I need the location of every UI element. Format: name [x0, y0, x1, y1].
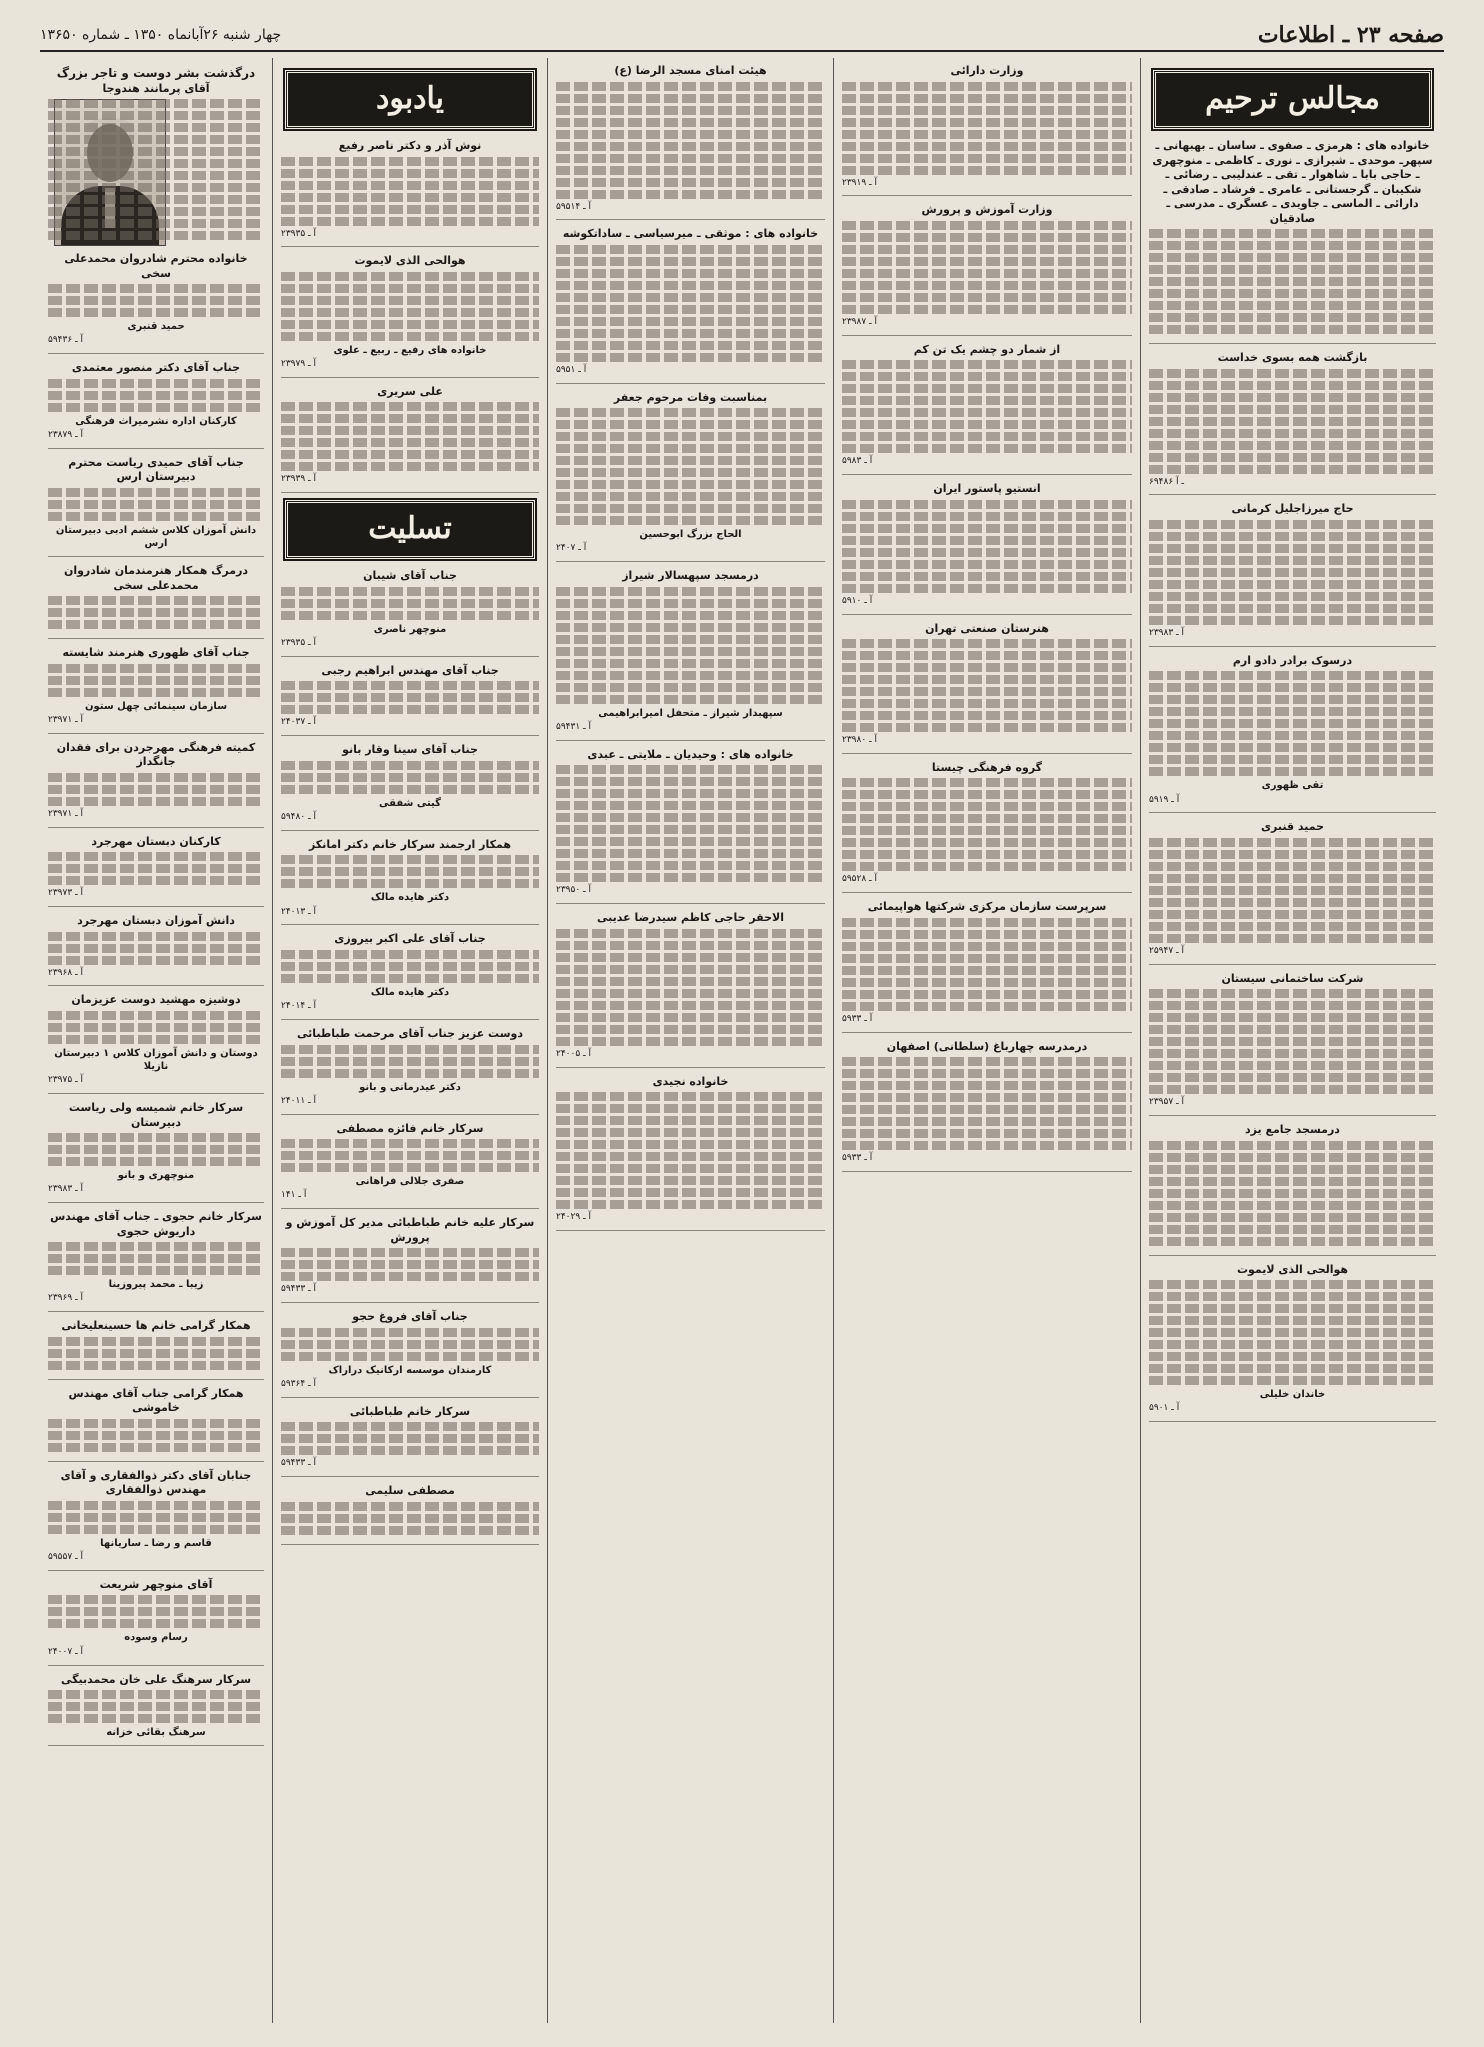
notice	[842, 482, 1132, 614]
notice	[842, 343, 1132, 475]
notice-code: آ ـ ۵۹۰۱	[1149, 1403, 1180, 1414]
notice-code: آ ـ ۵۹۴۳۶	[48, 335, 84, 346]
notice-signature: رسام وسوده	[124, 1632, 188, 1644]
notice-code: آ ـ ۲۴۰۰۵	[556, 1048, 592, 1059]
notice-body-text	[556, 1092, 825, 1209]
notice-body-text	[48, 1690, 264, 1723]
notice-heading: بازگشت همه بسوی خداست	[1217, 351, 1368, 365]
notice	[48, 252, 264, 354]
notice-heading: درمدرسه چهارباغ (سلطانی) اصفهان	[886, 1039, 1088, 1053]
notice-body-text	[1149, 671, 1436, 776]
notice	[281, 743, 539, 831]
notice-heading: درسوک برادر دادو ارم	[1232, 653, 1353, 667]
notice-body-text	[1149, 369, 1436, 474]
notice	[48, 361, 264, 449]
notice-code: آ ـ ۵۹۴۳۳	[281, 1458, 317, 1469]
notice-body-text	[281, 1328, 539, 1361]
notice	[48, 646, 264, 734]
notice-body-text	[48, 596, 264, 629]
notice-code: آ ـ ۲۳۹۳۵	[281, 638, 317, 649]
obituary-subtitle: آقای پرمانند هندوجا	[102, 82, 210, 95]
notice-body-text	[842, 1057, 1132, 1150]
notice-code: آ ـ ۲۳۹۳۵	[281, 228, 317, 239]
notice-heading: کمیته فرهنگی مهرجردن برای فقدان جانگداز	[56, 740, 256, 769]
notice-code: آ ـ ۵۹۳۶۴	[281, 1378, 317, 1389]
notice-body-text	[48, 379, 264, 412]
column-majles-tarhim	[1140, 58, 1444, 2023]
notice-code: آ ـ ۲۴۰۱۱	[281, 1095, 317, 1106]
notice-body-text	[48, 1133, 264, 1166]
notice-code: آ ـ ۲۳۹۷۵	[48, 1075, 84, 1086]
notice-heading: خانواده های : وحیدیان ـ ملایتی ـ عبدی	[587, 747, 794, 761]
notice	[556, 569, 825, 741]
notice	[1149, 1263, 1436, 1423]
notice	[842, 203, 1132, 335]
notice	[842, 1040, 1132, 1172]
notice-heading: جناب آقای سینا وقار بانو	[342, 743, 478, 757]
tasliyat-notices	[281, 569, 539, 1544]
notice-body-text	[842, 918, 1132, 1011]
notice-code: آ ـ ۵۹۵۲۸	[842, 874, 878, 885]
column-yadbud-tasliyat	[272, 58, 547, 2023]
majles-notices	[1149, 139, 1436, 1422]
notice-code: آ ـ ۲۳۹۵۰	[556, 885, 592, 896]
column-obituary	[40, 58, 272, 2023]
notice	[281, 1405, 539, 1477]
notice-heading: همکار گرامی خانم ها حسینعلیخانی	[61, 1319, 251, 1333]
notice-heading: سرکار خانم حجوی ـ جناب آقای مهندس داریوش حجوی	[50, 1210, 262, 1238]
notice-signature: قاسم و رضا ـ ساریانها	[100, 1537, 212, 1549]
notice	[1149, 502, 1436, 646]
notice-heading: علی سریری	[377, 384, 443, 398]
notice-signature: کارمندان موسسه ارکانیک دراراک	[328, 1364, 492, 1376]
notice-body-text	[842, 221, 1132, 314]
notice-body-text	[48, 488, 264, 521]
notice-heading: درمرگ همکار هنرمندمان شادروان محمدعلی سخی	[63, 564, 249, 592]
notice-heading: جناب آقای حمیدی ریاست محترم دبیرستان ارس	[68, 455, 244, 484]
notice	[48, 1387, 264, 1462]
notice	[281, 838, 539, 926]
notice-code: آ ـ ۱۴۱	[281, 1190, 307, 1201]
notice	[48, 1469, 264, 1571]
notice-heading: هنرستان صنعتی تهران	[925, 621, 1049, 635]
notice	[842, 900, 1132, 1032]
notice-heading: سرکار خانم فائزه مصطفی	[336, 1121, 484, 1135]
notice-heading: سرکار خانم طباطبائی	[349, 1404, 471, 1418]
notice	[48, 835, 264, 907]
yadbud-notices	[281, 139, 539, 493]
notice-heading: وزارت آموزش و پرورش	[921, 203, 1053, 217]
notice-heading: آقای منوچهر شریعت	[99, 1577, 213, 1591]
banner-tasliyat: تسلیت	[285, 500, 535, 559]
notice-code: آ ـ ۵۹۱۹	[1149, 794, 1180, 805]
notice-heading: جناب آقای دکتر منصور معتمدی	[71, 361, 241, 375]
notice-body-text	[556, 82, 825, 199]
issue-date-line: چهار شنبه ۲۶آبانماه ۱۳۵۰ ـ شماره ۱۳۶۵۰	[40, 27, 282, 43]
notice-body-text	[48, 1337, 264, 1370]
notice-body-text	[556, 245, 825, 362]
notice-signature: دوستان و دانش آموزان کلاس ۱ دبیرستان نازیلا	[54, 1047, 258, 1073]
notice	[1149, 1123, 1436, 1256]
notice-body-text	[1149, 838, 1436, 943]
notice-body-text	[281, 402, 539, 471]
notice-body-text	[48, 1011, 264, 1044]
notice	[842, 64, 1132, 196]
notice-code: ۶۹۴۸۶ ـ آ	[1149, 476, 1185, 487]
notice-code: آ ـ ۲۳۸۷۹	[48, 429, 84, 440]
notice-body-text	[281, 157, 539, 226]
notice-body-text	[842, 360, 1132, 453]
notice-signature: سازمان سینمائی چهل ستون	[84, 700, 228, 712]
notice	[281, 254, 539, 378]
notice-heading: دانش آموزان دبستان مهرجرد	[77, 913, 235, 927]
notice-body-text	[1149, 229, 1436, 334]
notice-signature: الحاج بزرگ ابوحسین	[639, 529, 742, 541]
notice-signature: صفری جلالی فراهانی	[355, 1176, 465, 1188]
notice-code: آ ـ ۵۹۱۰	[842, 595, 873, 606]
notice	[281, 1216, 539, 1303]
banner-yadbud: یادبود	[285, 70, 535, 129]
notice-code: آ ـ ۲۳۹۶۹	[48, 1293, 84, 1304]
notice	[48, 914, 264, 986]
notice-code: آ ـ ۲۴۰۱۴	[281, 1001, 317, 1012]
notice-code: آ ـ ۲۳۹۳۹	[281, 474, 317, 485]
notice-code: آ ـ ۲۳۹۷۳	[48, 888, 84, 899]
notice-body-text	[842, 500, 1132, 593]
notice-heading: هوالحی الذی لایموت	[1236, 1262, 1349, 1276]
notice-heading: جنابان آقای دکتر ذوالفقاری و آقای مهندس ذوالفقاری	[60, 1468, 252, 1497]
notice-body-text	[556, 765, 825, 882]
notice-code: آ ـ ۲۳۹۸۳	[48, 1184, 84, 1195]
notice-heading: وزارت دارائی	[950, 64, 1024, 77]
notice-signature: گیتی شفقی	[379, 797, 441, 809]
notice-body-text	[48, 664, 264, 697]
notice-body-text	[281, 1139, 539, 1172]
notice-heading: خانواده های : هرمزی ـ صفوی ـ ساسان ـ بهبهانی ـ سپهرـ موحدی ـ شیرازی ـ نوری ـ کاظمی ـ منوچهری ـ حاجی بابا ـ شاهوار ـ تقی ـ عندلیبی ـ رضائی ـ شکیبان ـ گرجستانی ـ عامری ـ فرشاد ـ صادقی ـ دارائی ـ الماسی ـ جاویدی ـ عسگری ـ مدرسی ـ صادقیان	[1152, 139, 1433, 225]
notice-heading: سرپرست سازمان مرکزی شرکتها هواپیمائی	[867, 900, 1107, 914]
notice-code: آ ـ ۲۴۰۱۳	[281, 906, 317, 917]
notice-body-text	[281, 681, 539, 714]
notice-code: آ ـ ۲۳۹۶۸	[48, 967, 84, 978]
notice-heading: گروه فرهنگی چیستا	[931, 760, 1043, 774]
notice-body-text	[556, 408, 825, 525]
notice-heading: خانواده های : موثقی ـ میرسیاسی ـ ساداتکوشه	[562, 227, 819, 241]
notice	[48, 741, 264, 828]
notice-signature: خانواده های رفیع ـ ربیع ـ علوی	[333, 344, 487, 356]
notice	[281, 1484, 539, 1545]
notice-code: آ ـ ۵۹۵۱۴	[556, 201, 592, 212]
notice-code: آ ـ ۲۳۹۷۱	[48, 714, 84, 725]
notice-heading: جناب آقای ظهوری هنرمند شایسته	[62, 646, 250, 660]
notice	[48, 1578, 264, 1666]
notice-body-text	[1149, 520, 1436, 625]
notice	[281, 385, 539, 493]
notice-heading: دوست عزیز جناب آقای مرحمت طباطبائی	[296, 1027, 524, 1041]
notice-body-text	[1149, 1280, 1436, 1385]
notice-body-text	[842, 778, 1132, 871]
notice-heading: سرکار سرهنگ علی خان محمدبیگی	[60, 1672, 252, 1686]
notice	[1149, 139, 1436, 344]
notice-code: آ ـ ۲۳۹۸۳	[1149, 628, 1185, 638]
notice-code: آ ـ ۵۹۴۳۱	[556, 722, 592, 733]
notice-heading: جناب آقای مهندس ابراهیم رجبی	[321, 663, 499, 677]
notice	[48, 456, 264, 557]
notice-heading: سرکار خانم شمیسه ولی ریاست دبیرستان	[68, 1101, 244, 1129]
notice-heading: دوشیزه مهشید دوست عزیزمان	[71, 993, 241, 1007]
notice	[1149, 351, 1436, 495]
notice	[48, 564, 264, 639]
notice-code: آ ـ ۵۹۳۳	[842, 1153, 873, 1164]
notice-code: آ ـ ۲۳۹۱۹	[842, 177, 878, 188]
notice-signature: خاندان خلیلی	[1259, 1389, 1326, 1401]
notice	[1149, 654, 1436, 814]
notice-body-text	[48, 284, 264, 317]
notice-heading: هوالحی الذی لایموت	[354, 254, 466, 268]
notice	[48, 1673, 264, 1747]
notice	[48, 1101, 264, 1203]
notice	[281, 569, 539, 657]
notice-body-text	[48, 1242, 264, 1275]
notice-code: آ ـ ۲۴۰۷	[556, 543, 587, 554]
notice-heading: شرکت ساختمانی سیستان	[1221, 971, 1364, 985]
notice-body-text	[281, 272, 539, 341]
notice-signature: زیبا ـ محمد پیروزینا	[108, 1279, 204, 1291]
column-four-notices	[842, 64, 1132, 1172]
notice-signature: کارکنان اداره نشرمیراث فرهنگی	[75, 415, 237, 427]
notice-body-text	[48, 852, 264, 885]
notice-signature: منوچهری و بانو	[117, 1170, 195, 1182]
notice-heading: بمناسبت وفات مرحوم جعفر	[613, 390, 768, 404]
notice	[281, 1027, 539, 1115]
notice	[281, 664, 539, 736]
notice	[556, 748, 825, 904]
notice-body-text	[48, 932, 264, 965]
notice-code: آ ـ ۲۵۹۴۷	[1149, 945, 1185, 956]
notice-code: آ ـ ۲۴۰۲۹	[556, 1212, 592, 1223]
notice-heading: سرکار علیه خانم طباطبائی مدیر کل آموزش و پرورش	[285, 1216, 535, 1244]
notice-heading: درمسجد جامع یزد	[1245, 1123, 1340, 1137]
notice-code: آ ـ ۵۹۵۱	[556, 364, 587, 375]
notice-code: آ ـ ۵۹۵۵۷	[48, 1552, 84, 1563]
notice	[281, 1310, 539, 1398]
notice	[556, 911, 825, 1067]
notice-signature: حمید قنبری	[127, 321, 185, 333]
page-label: صفحه ۲۳ ـ اطلاعات	[1257, 22, 1444, 48]
notice-code: آ ـ ۵۹۸۳	[842, 456, 873, 467]
notice-body-text	[281, 587, 539, 620]
notice-body-text	[281, 1045, 539, 1078]
notice-body-text	[556, 587, 825, 704]
notice-signature: دکتر هایده مالک	[370, 987, 450, 998]
banner-majles-tarhim: مجالس ترحیم	[1153, 70, 1432, 129]
column-three	[547, 58, 833, 2023]
notice	[281, 932, 539, 1020]
notice-heading: از شمار دو چشم یک تن کم	[913, 342, 1061, 356]
notice-body-text	[48, 1501, 264, 1534]
notice-code: آ ـ ۵۹۳۳	[842, 1013, 873, 1024]
page-header	[40, 20, 1444, 52]
notice-heading: جناب آقای علی اکبر بیروزی	[334, 932, 486, 946]
notice-code: آ ـ ۲۳۹۵۷	[1149, 1097, 1185, 1108]
notice-heading: کارکنان دبستان مهرجرد	[91, 834, 221, 848]
notice-signature: دکتر هایده مالک	[370, 892, 450, 904]
notice-code: آ ـ ۵۹۴۸۰	[281, 812, 317, 823]
notice-heading: خانواده نجیدی	[652, 1074, 729, 1088]
notice-signature: تقی ظهوری	[1261, 780, 1324, 792]
notice-body-text	[48, 773, 264, 806]
notice-heading: الاحقر حاجی کاظم سیدرضا عدیبی	[597, 911, 784, 925]
notice-heading: جناب آقای فروغ حجو	[352, 1310, 468, 1324]
notice-body-text	[842, 82, 1132, 175]
notice-body-text	[281, 761, 539, 794]
notice	[842, 761, 1132, 893]
notice	[1149, 820, 1436, 964]
notice-heading: همکار گرامی جناب آقای مهندس خاموشی	[68, 1386, 244, 1415]
notice-heading: خانواده محترم شادروان محمدعلی سخی	[64, 252, 248, 280]
notice	[1149, 972, 1436, 1116]
notice-heading: هیئت امنای مسجد الرضا (ع)	[614, 64, 767, 77]
notice-body-text	[281, 1422, 539, 1455]
notice	[556, 227, 825, 383]
notice	[48, 993, 264, 1094]
column-three-notices	[556, 64, 825, 1231]
notice-body-text	[281, 1502, 539, 1535]
notice-body-text	[842, 639, 1132, 732]
columns-container	[40, 58, 1444, 2023]
notice-heading: انستیو پاستور ایران	[933, 482, 1041, 496]
notice-body-text	[281, 855, 539, 888]
notice-code: آ ـ ۲۳۹۷۹	[281, 359, 317, 370]
notice-signature: دانش آموزان کلاس ششم ادبی دبیرستان ارس	[55, 524, 257, 549]
notice-code: آ ـ ۲۳۹۸۰	[842, 735, 878, 746]
notice-body-text	[48, 1595, 264, 1628]
notice-code: آ ـ ۲۴۰۰۷	[48, 1646, 84, 1657]
notice	[48, 1210, 264, 1312]
notice	[556, 391, 825, 563]
notice-heading: درمسجد سپهسالار شیراز	[622, 569, 759, 583]
column-four	[833, 58, 1140, 2023]
notice	[556, 1075, 825, 1231]
notice-heading: حاج میرزاجلیل کرمانی	[1231, 502, 1354, 516]
notice	[842, 622, 1132, 754]
notice-code: آ ـ ۵۹۴۳۳	[281, 1284, 317, 1295]
notice-code: آ ـ ۲۳۹۷۱	[48, 808, 84, 819]
notice-heading: همکار ارجمند سرکار خانم دکتر امانکز	[308, 837, 512, 851]
notice-signature: سرهنگ بقائی خزانه	[106, 1727, 206, 1739]
notice-code: آ ـ ۲۳۹۸۷	[842, 316, 878, 327]
left-column-notices	[48, 252, 264, 1746]
notice-signature: دکتر عیدرمانی و بانو	[359, 1081, 461, 1093]
notice	[556, 64, 825, 220]
notice-heading: نوش آذر و دکتر ناصر رفیع	[338, 139, 482, 152]
notice	[281, 1122, 539, 1210]
notice-body-text	[556, 929, 825, 1046]
notice	[281, 139, 539, 247]
notice-body-text	[1149, 989, 1436, 1094]
notice-signature: سپهبدار شیراز ـ متحفل امیرابراهیمی	[598, 707, 783, 719]
notice-code: آ ـ ۲۴۰۳۷	[281, 717, 317, 728]
obituary-title: درگذشت بشر دوست و تاجر بزرگ	[56, 66, 256, 80]
notice-body-text	[281, 1248, 539, 1281]
notice-heading: مصطفی سلیمی	[365, 1484, 455, 1498]
notice	[48, 1319, 264, 1380]
notice-body-text	[281, 950, 539, 983]
notice-signature: منوچهر ناصری	[373, 623, 447, 635]
notice-body-text	[1149, 1141, 1436, 1246]
notice-heading: جناب آقای شیبان	[363, 569, 457, 583]
notice-heading: حمید قنبری	[1260, 820, 1325, 834]
notice-body-text	[48, 1419, 264, 1452]
